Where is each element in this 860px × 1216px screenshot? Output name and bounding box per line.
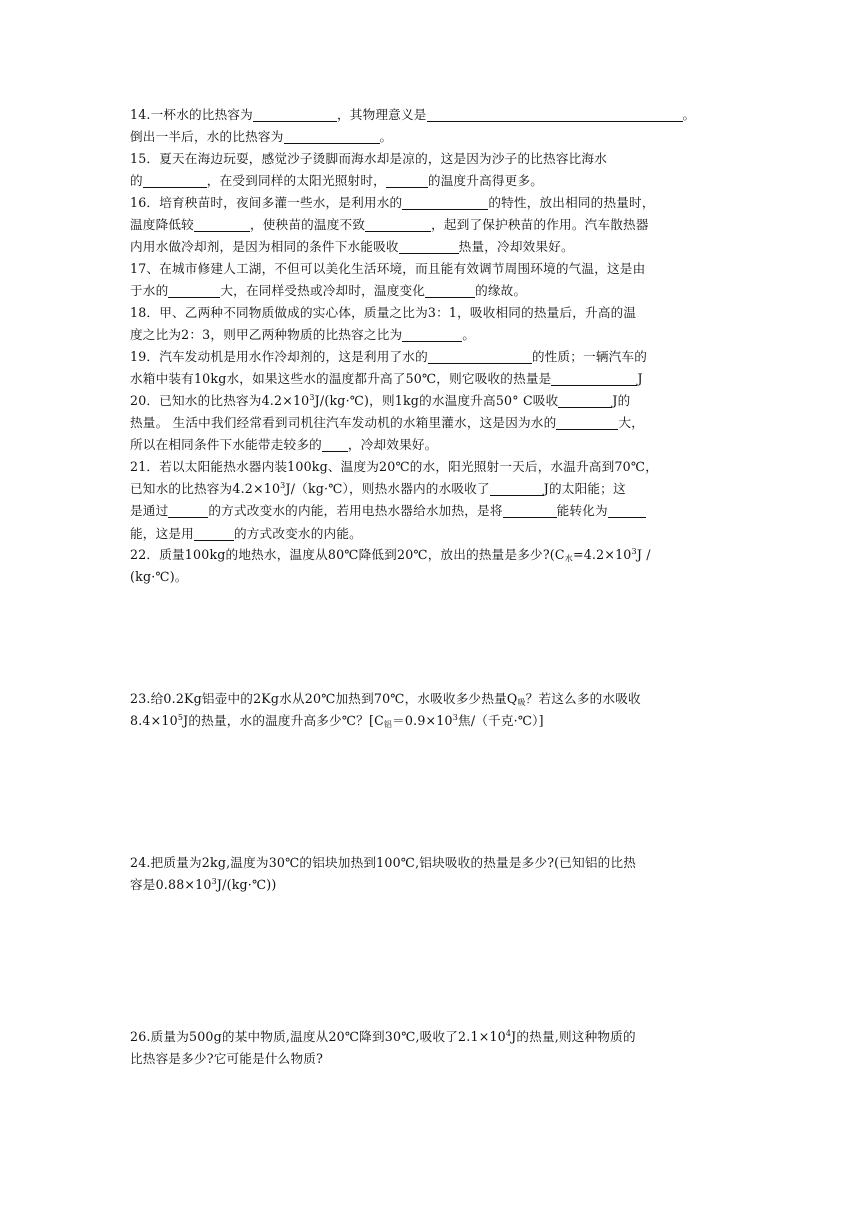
answer-blank[interactable]: [253, 106, 337, 122]
question-text: 能，这是用: [130, 525, 194, 541]
question-text: 。: [462, 327, 476, 343]
question-text: J的太阳能；这: [543, 481, 626, 497]
answer-blank[interactable]: [168, 502, 208, 518]
answer-blank[interactable]: [284, 128, 380, 144]
question-text: ，其物理意义是: [336, 107, 427, 122]
superscript: 4: [505, 1029, 512, 1038]
question-text: ，冷却效果好。: [347, 437, 438, 453]
question-text: 焦/（千克·℃）]: [458, 713, 544, 729]
question-text: 热量。 生活中我们经常看到司机往汽车发动机的水箱里灌水，这是因为水的: [130, 415, 557, 431]
question-26: [130, 1026, 735, 1070]
question-20: [130, 390, 735, 457]
question-text: 能转化为: [556, 503, 608, 519]
question-text: J的: [612, 393, 631, 408]
answer-blank[interactable]: [551, 370, 637, 386]
superscript: 3: [309, 393, 315, 402]
question-text: 容是0.88×10: [130, 877, 212, 893]
answer-blank[interactable]: [503, 502, 557, 518]
answer-blank[interactable]: [365, 216, 431, 232]
answer-blank[interactable]: [428, 348, 532, 364]
question-text: 14.一杯水的比热容为: [130, 107, 253, 122]
superscript: 5: [177, 713, 184, 723]
question-15: [130, 148, 735, 192]
question-text: 是通过: [130, 503, 169, 519]
question-text: ，在受到同样的太阳光照射时，: [206, 173, 386, 189]
question-text: =4.2×10: [572, 547, 632, 562]
question-text: 倒出一半后，水的比热容为: [130, 129, 284, 145]
question-text: 。: [379, 129, 393, 145]
question-text: J的热量，水的温度升高多少℃？[C: [183, 713, 384, 729]
question-text: ，使秧苗的温度不致: [249, 217, 366, 233]
question-text: 于水的: [130, 283, 169, 299]
question-text: 。: [682, 107, 696, 122]
question-text: 18．甲、乙两种不同物质做成的实心体，质量之比为3：1，吸收相同的热量后，升高的温: [130, 305, 637, 320]
answer-blank[interactable]: [608, 502, 646, 518]
question-text: 度之比为2：3，则甲乙两种物质的比热容之比为: [130, 327, 403, 343]
question-text: J/(kg·℃)): [216, 877, 277, 893]
answer-blank[interactable]: [194, 525, 234, 541]
answer-blank[interactable]: [399, 238, 459, 254]
question-text: 的: [130, 173, 143, 189]
question-text: 的性质；一辆汽车的: [531, 349, 648, 364]
question-22: [130, 544, 735, 588]
superscript: 3: [631, 547, 637, 556]
question-text: 24.把质量为2kg,温度为30℃的铝块加热到100℃,铝块吸收的热量是多少?(已知铝的比热: [130, 855, 637, 870]
question-text: ？若这么多的水吸收: [525, 691, 641, 706]
answer-blank[interactable]: [425, 282, 475, 298]
question-text: (kg·℃)。: [130, 569, 188, 585]
question-text: 的缘故。: [475, 283, 527, 299]
question-text: 8.4×10: [130, 713, 178, 729]
question-text: 20．已知水的比热容为4.2×10: [130, 393, 310, 408]
superscript: 3: [452, 713, 459, 723]
question-text: ＝0.9×10: [392, 713, 453, 729]
question-14: [130, 104, 735, 148]
question-text: 26.质量为500g的某中物质,温度从20℃降到30℃,吸收了2.1×10: [130, 1029, 506, 1044]
question-21: [130, 456, 735, 545]
question-text: 内用水做冷却剂，是因为相同的条件下水能吸收: [130, 239, 399, 255]
answer-blank[interactable]: [558, 392, 612, 408]
question-text: 比热容是多少?它可能是什么物质?: [130, 1051, 324, 1067]
subscript: 铝: [383, 720, 393, 730]
answer-blank[interactable]: [556, 414, 618, 430]
question-text: 的特性，放出相同的热量时，: [488, 195, 655, 210]
question-18: [130, 302, 735, 346]
answer-blank[interactable]: [386, 172, 428, 188]
question-text: J/(kg·℃)，则1kg的水温度升高50° C吸收: [314, 393, 559, 408]
answer-blank[interactable]: [402, 194, 488, 210]
question-text: 15．夏天在海边玩耍，感觉沙子烫脚而海水却是凉的，这是因为沙子的比热容比海水: [130, 151, 607, 166]
question-text: 已知水的比热容为4.2×10: [130, 481, 281, 497]
question-text: J的热量,则这种物质的: [511, 1029, 636, 1044]
question-text: J: [637, 371, 643, 387]
question-text: 大，在同样受热或冷却时，温度变化: [220, 283, 426, 299]
question-16: [130, 192, 735, 259]
question-text: J/（kg·℃），则热水器内的水吸收了: [285, 481, 490, 497]
question-text: J /: [636, 547, 651, 562]
answer-blank[interactable]: [143, 172, 207, 188]
question-text: 水箱中装有10kg水，如果这些水的温度都升高了50℃，则它吸收的热量是: [130, 371, 552, 387]
question-text: 23.给0.2Kg铝壶中的2Kg水从20℃加热到70℃，水吸收多少热量Q: [130, 691, 518, 706]
answer-blank[interactable]: [427, 106, 683, 122]
question-text: ，起到了保护秧苗的作用。汽车散热器: [431, 217, 649, 233]
answer-blank[interactable]: [402, 326, 462, 342]
answer-blank[interactable]: [322, 436, 348, 452]
question-23: [130, 688, 735, 732]
question-text: 所以在相同条件下水能带走较多的: [130, 437, 322, 453]
subscript: 水: [564, 554, 573, 563]
question-text: 16．培育秧苗时，夜间多灌一些水，是利用水的: [130, 195, 403, 210]
question-text: 22．质量100kg的地热水，温度从80℃降低到20℃，放出的热量是多少?(C: [130, 547, 565, 562]
question-24: [130, 852, 735, 896]
answer-blank[interactable]: [168, 282, 220, 298]
subscript: 吸: [517, 698, 526, 707]
answer-blank[interactable]: [194, 216, 250, 232]
question-text: 21．若以太阳能热水器内装100kg、温度为20℃的水，阳光照射一天后，水温升高到70℃，: [130, 459, 658, 474]
question-text: 17、在城市修建人工湖，不但可以美化生活环境，而且能有效调节周围环境的气温，这是由: [130, 261, 646, 276]
question-19: [130, 346, 735, 390]
question-text: 的方式改变水的内能。: [233, 525, 362, 541]
question-text: 温度降低较: [130, 217, 194, 233]
superscript: 3: [211, 877, 217, 887]
question-text: 大，: [618, 415, 644, 431]
answer-blank[interactable]: [490, 480, 544, 496]
question-text: 热量，冷却效果好。: [458, 239, 574, 255]
question-text: 的温度升高得更多。: [427, 173, 544, 189]
superscript: 3: [280, 481, 286, 491]
question-text: 的方式改变水的内能，若用电热水器给水加热，是将: [208, 503, 503, 519]
question-text: 19．汽车发动机是用水作冷却剂的，这是利用了水的: [130, 349, 428, 364]
question-17: [130, 258, 735, 302]
